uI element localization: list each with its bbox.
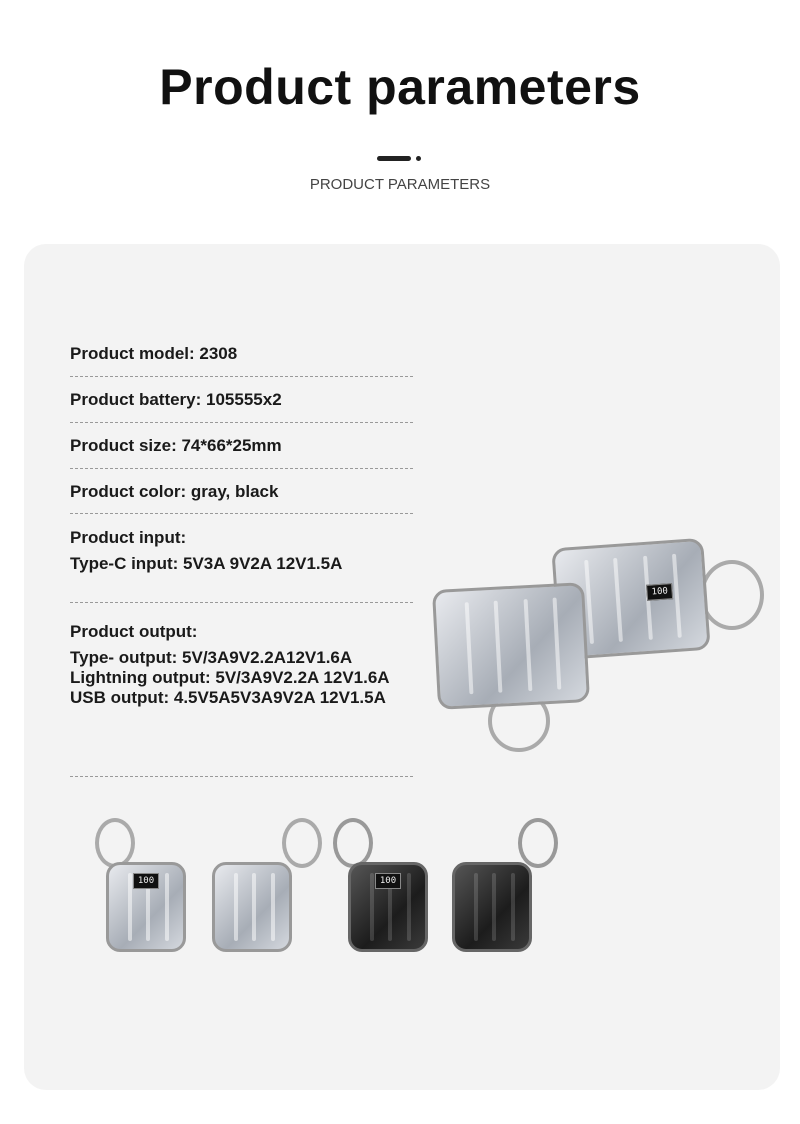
display-reading: 100 xyxy=(375,873,401,889)
variant-gray-front xyxy=(106,862,186,952)
variant-black-front xyxy=(348,862,428,952)
variant-black-back xyxy=(452,862,532,952)
spec-model: Product model: 2308 xyxy=(70,344,238,363)
spec-output-label: Product output: xyxy=(70,622,198,641)
title-underline xyxy=(377,156,411,161)
power-bank-image xyxy=(432,582,590,710)
lanyard xyxy=(518,818,558,868)
lanyard xyxy=(282,818,322,868)
lanyard xyxy=(700,560,764,630)
spec-input-label: Product input: xyxy=(70,528,187,547)
spec-output-type: Type- output: 5V/3A9V2.2A12V1.6A xyxy=(70,648,353,667)
display-reading: 100 xyxy=(133,873,159,889)
lanyard xyxy=(95,818,135,868)
spec-input-typec: Type-C input: 5V3A 9V2A 12V1.5A xyxy=(70,554,343,573)
divider xyxy=(70,513,413,514)
spec-color: Product color: gray, black xyxy=(70,482,279,501)
divider xyxy=(70,468,413,469)
page-subtitle: PRODUCT PARAMETERS xyxy=(309,176,491,193)
spec-output-lightning: Lightning output: 5V/3A9V2.2A 12V1.6A xyxy=(70,668,390,687)
divider xyxy=(70,422,413,423)
lanyard xyxy=(333,818,373,868)
page-title: Product parameters xyxy=(159,59,641,115)
divider xyxy=(70,376,413,377)
title-dot xyxy=(416,156,421,161)
divider xyxy=(70,776,413,777)
spec-size: Product size: 74*66*25mm xyxy=(70,436,282,455)
spec-panel xyxy=(24,244,780,1090)
spec-battery: Product battery: 105555x2 xyxy=(70,390,282,409)
divider xyxy=(70,602,413,603)
spec-output-usb: USB output: 4.5V5A5V3A9V2A 12V1.5A xyxy=(70,688,386,707)
display-reading: 100 xyxy=(646,583,673,601)
variant-gray-back xyxy=(212,862,292,952)
